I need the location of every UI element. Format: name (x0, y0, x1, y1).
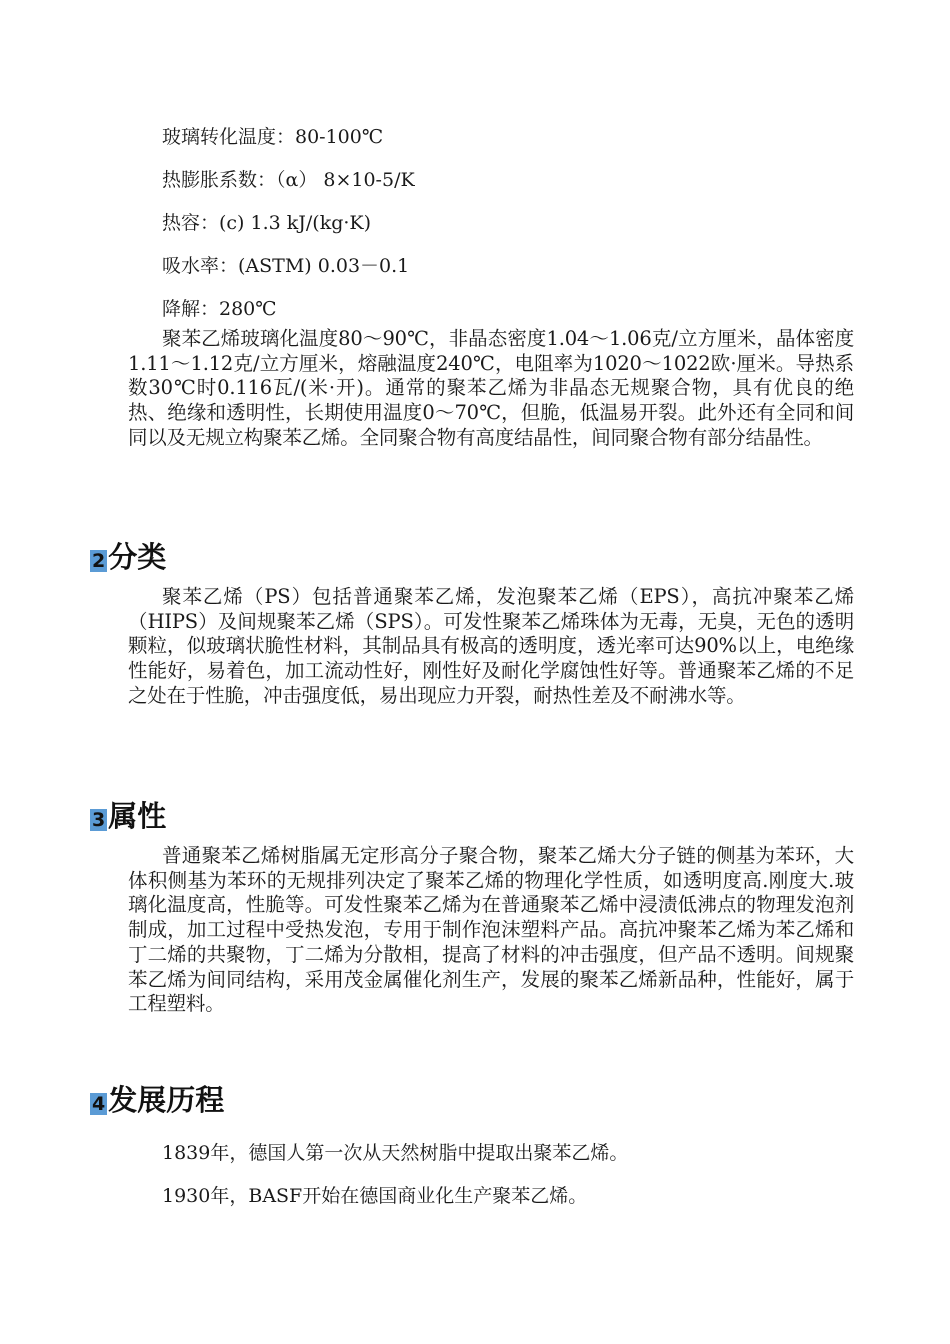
section-number: 2 (92, 550, 106, 572)
property-thermal-expansion: 热膨胀系数：（α） 8×10-5/K (162, 169, 415, 191)
property-glass-transition: 玻璃转化温度：80-100℃ (162, 126, 384, 148)
section-heading-history (90, 1083, 224, 1117)
property-degradation: 降解：280℃ (162, 298, 277, 320)
section-title: 分类 (108, 540, 167, 574)
section-heading-classification (90, 540, 166, 574)
property-heat-capacity: 热容：(c) 1.3 kJ/(kg·K) (162, 212, 372, 234)
history-item-1930: 1930年，BASF开始在德国商业化生产聚苯乙烯。 (162, 1185, 588, 1207)
section-title: 发展历程 (108, 1083, 225, 1117)
section-number: 4 (92, 1093, 106, 1115)
section-number: 3 (92, 809, 106, 831)
property-water-absorption: 吸水率：(ASTM) 0.03－0.1 (162, 255, 410, 277)
properties-paragraph: 普通聚苯乙烯树脂属无定形高分子聚合物，聚苯乙烯大分子链的侧基为苯环，大体积侧基为苯环的无规排列决定了聚苯乙烯的物理化学性质，如透明度高.刚度大.玻璃化温度高，性脆等。可发性聚苯乙烯为在普通聚苯乙烯中浸渍低沸点的物理发泡剂制成，加工过程中受热发泡，专用于制作泡沫塑料产品。高抗冲聚苯乙烯为苯乙烯和丁二烯的共聚物，丁二烯为分散相，提高了材料的冲击强度，但产品不透明。间规聚苯乙烯为间同结构，采用茂金属催化剂生产，发展的聚苯乙烯新品种，性能好，属于工程塑料。 (128, 844, 854, 1016)
history-item-1839: 1839年，德国人第一次从天然树脂中提取出聚苯乙烯。 (162, 1142, 629, 1164)
section-heading-properties (90, 799, 166, 833)
intro-paragraph: 聚苯乙烯玻璃化温度80～90℃，非晶态密度1.04～1.06克/立方厘米，晶体密度1.11～1.12克/立方厘米，熔融温度240℃，电阻率为1020～1022欧·厘米。导热系数30℃时0.116瓦/(米·开)。通常的聚苯乙烯为非晶态无规聚合物，具有优良的绝热、绝缘和透明性，长期使用温度0～70℃，但脆，低温易开裂。此外还有全同和间同以及无规立构聚苯乙烯。全同聚合物有高度结晶性，间同聚合物有部分结晶性。 (128, 327, 854, 449)
classification-paragraph: 聚苯乙烯（PS）包括普通聚苯乙烯，发泡聚苯乙烯（EPS），高抗冲聚苯乙烯（HIPS）及间规聚苯乙烯（SPS）。可发性聚苯乙烯珠体为无毒，无臭，无色的透明颗粒，似玻璃状脆性材料，其制品具有极高的透明度，透光率可达90%以上，电绝缘性能好，易着色，加工流动性好，刚性好及耐化学腐蚀性好等。普通聚苯乙烯的不足之处在于性脆，冲击强度低，易出现应力开裂，耐热性差及不耐沸水等。 (128, 585, 854, 707)
section-title: 属性 (108, 799, 167, 833)
